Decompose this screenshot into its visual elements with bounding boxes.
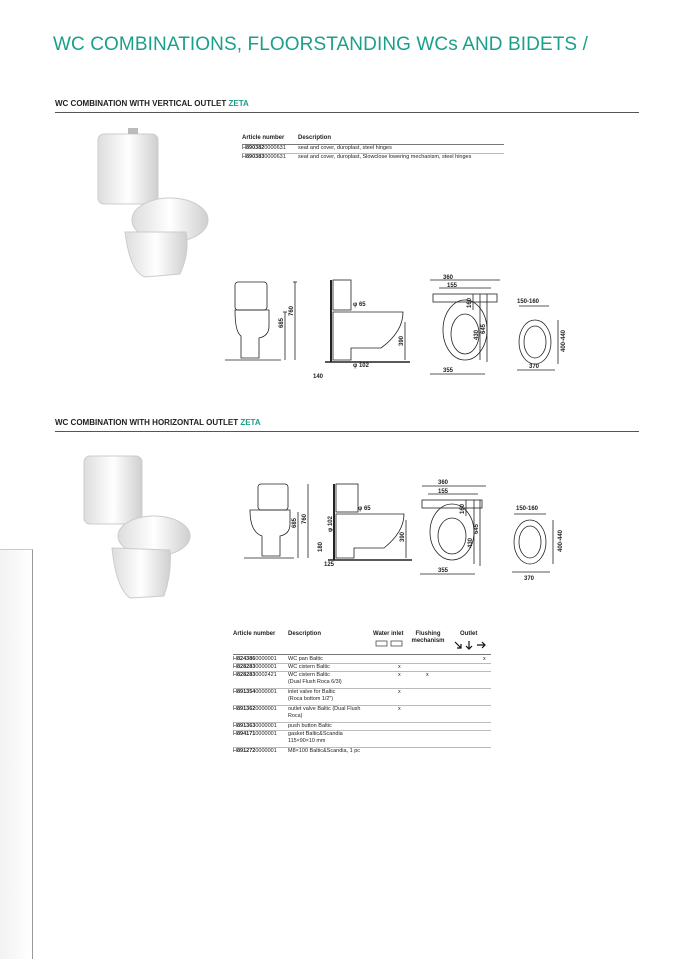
horizontal-outlet-table: Article number Description Water inlet Flushing mechanism Outlet H8243860000001 WC pan Baltic x H8282830000001 WC cistern Baltic x H8282830002421 WC cistern Baltic (Dual Flush Roca 6/3l) x x H8913540000001 inlet valve for Baltic (Roca bottom 1/2") x H8913620000001 outlet valve Baltic (Dual Flush Roca) x H8913630000001 push button Baltic H8941710000001 gasket Baltic&Scandia 115×90×10 mm H8912720000001 M8×100 Baltic&Scandia, 1 pc — [233, 631, 491, 766]
svg-text:685: 685 — [292, 517, 298, 528]
vertical-outlet-table: Article number Description H8903820000631 seat and cover, duroplast, steel hinges H8903830000631 seat and cover, duroplast, Slowclose lowering mechanism, steel hinges — [242, 135, 504, 165]
section-heading-horizontal: WC COMBINATION WITH HORIZONTAL OUTLET ZETA — [55, 418, 261, 427]
svg-text:390: 390 — [400, 531, 406, 542]
page-edge-tab — [0, 549, 33, 959]
section-divider — [55, 431, 639, 432]
svg-text:360: 360 — [438, 480, 449, 486]
svg-text:645: 645 — [474, 523, 480, 534]
svg-text:125: 125 — [324, 562, 335, 568]
svg-text:φ 65: φ 65 — [353, 302, 366, 308]
table-row: H8941710000001 gasket Baltic&Scandia — [233, 731, 343, 737]
svg-text:400-440: 400-440 — [561, 329, 567, 352]
table-row: H8913630000001 push button Baltic — [233, 723, 332, 729]
svg-text:155: 155 — [447, 283, 458, 289]
svg-text:360: 360 — [443, 275, 454, 281]
horizontal-outlet-drawings — [230, 474, 575, 584]
water-inlet-icon — [375, 640, 405, 648]
section-heading-vertical: WC COMBINATION WITH VERTICAL OUTLET ZETA — [55, 99, 249, 108]
svg-text:430: 430 — [468, 537, 474, 548]
svg-text:685: 685 — [279, 317, 285, 328]
svg-text:180: 180 — [318, 541, 324, 552]
svg-text:370: 370 — [529, 364, 540, 370]
svg-text:φ 65: φ 65 — [358, 506, 371, 512]
table-row: H8243860000001 WC pan Baltic — [233, 656, 323, 662]
page-title: WC COMBINATIONS, FLOORSTANDING WCs AND BIDETS / — [53, 34, 588, 55]
table-row: H8282830002421 WC cistern Baltic — [233, 672, 330, 678]
svg-text:430: 430 — [474, 329, 480, 340]
svg-text:355: 355 — [443, 368, 454, 374]
svg-text:760: 760 — [289, 305, 295, 316]
svg-text:155: 155 — [438, 489, 449, 495]
table-row: H8913540000001 inlet valve for Baltic — [233, 689, 336, 695]
table-row: H8903830000631 seat and cover, duroplast, Slowclose lowering mechanism, steel hinges — [242, 154, 472, 160]
table-row: H8903820000631 seat and cover, duroplast, steel hinges — [242, 145, 392, 151]
svg-text:φ 102: φ 102 — [328, 516, 334, 532]
wc-horizontal-outlet-photo — [76, 448, 194, 603]
svg-text:φ 102: φ 102 — [353, 363, 369, 369]
svg-text:355: 355 — [438, 568, 449, 574]
svg-text:140: 140 — [313, 374, 324, 380]
vertical-outlet-drawings — [225, 270, 570, 385]
svg-text:370: 370 — [524, 576, 535, 582]
svg-text:400-440: 400-440 — [558, 529, 564, 552]
section-divider — [55, 112, 639, 113]
svg-text:150-160: 150-160 — [516, 506, 539, 512]
svg-text:150-160: 150-160 — [517, 299, 540, 305]
table-row: H8912720000001 M8×100 Baltic&Scandia, 1 pc — [233, 748, 361, 754]
svg-text:390: 390 — [399, 335, 405, 346]
outlet-arrows-icon — [453, 640, 487, 650]
svg-text:645: 645 — [481, 323, 487, 334]
svg-text:760: 760 — [302, 513, 308, 524]
wc-vertical-outlet-photo — [90, 122, 210, 282]
table-row: H8282830000001 WC cistern Baltic — [233, 664, 330, 670]
svg-text:160: 160 — [467, 297, 473, 308]
svg-text:160: 160 — [460, 503, 466, 514]
table-row: H8913620000001 outlet valve Baltic (Dual Flush — [233, 706, 361, 712]
